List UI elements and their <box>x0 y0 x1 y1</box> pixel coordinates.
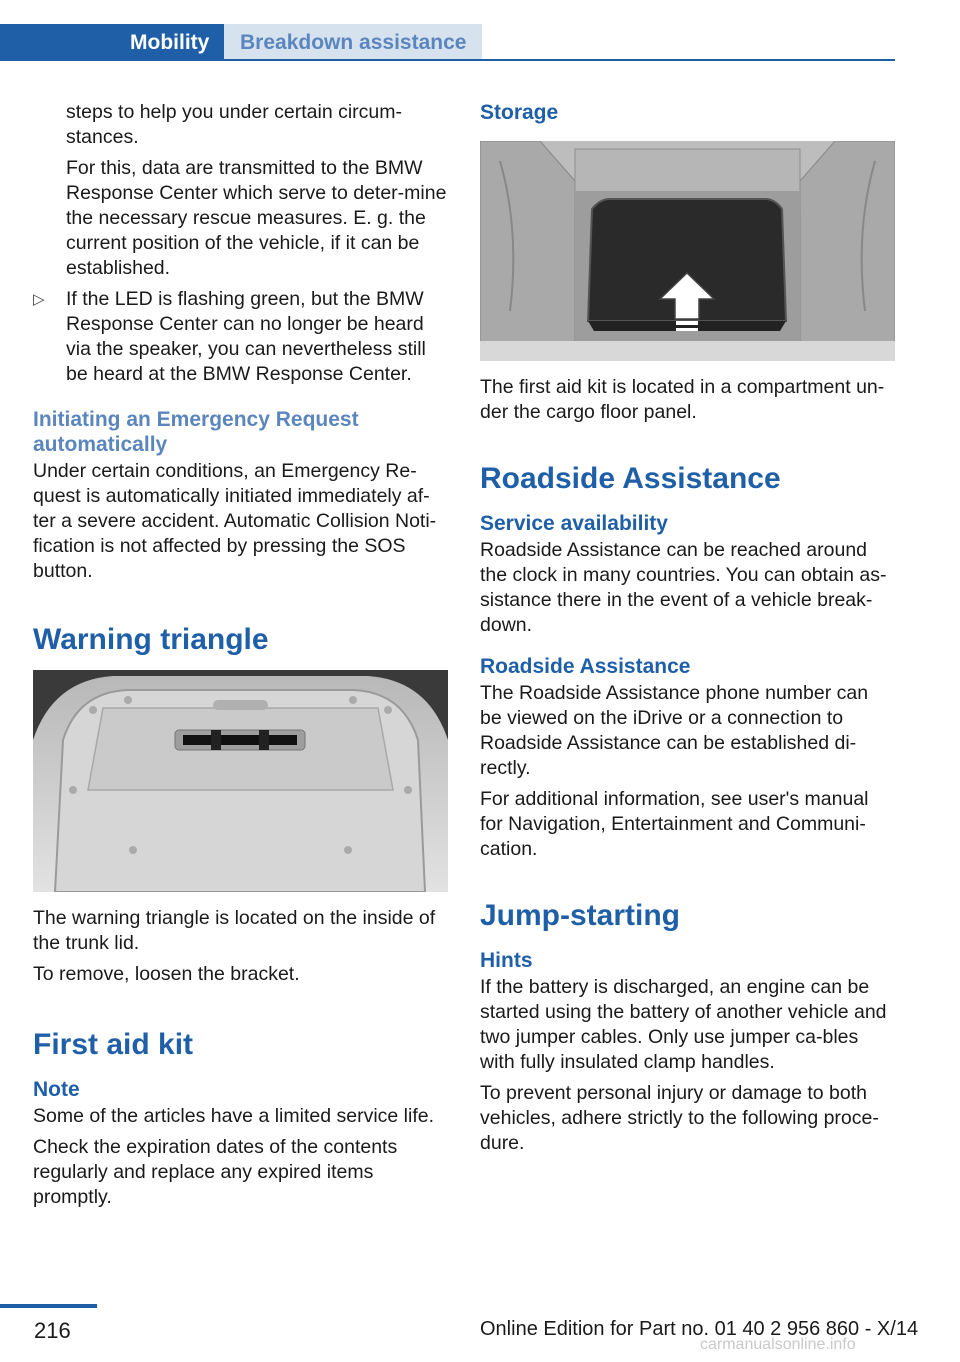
first-aid-heading: First aid kit <box>33 1028 194 1061</box>
note-text-1: Some of the articles have a limited service life. <box>33 1105 435 1127</box>
roadside-assistance-heading: Roadside Assistance <box>480 462 781 495</box>
hints-text-1: If the battery is discharged, an engine can be started using the battery of another vehicle and two jumper cables. Only use jumper ca-bles with fully insulated clamp handles. <box>480 976 887 1073</box>
left-column <box>33 100 448 1216</box>
list-item <box>33 287 448 387</box>
warning-triangle-heading: Warning triangle <box>33 623 269 656</box>
roadside-subheading: Roadside Assistance <box>480 655 691 678</box>
service-availability-heading: Service availability <box>480 512 668 535</box>
continued-paragraph-2: For this, data are transmitted to the BMW Response Center which serve to deter-mine the necessary rescue measures. E. g. the current position of the vehicle, if it can be established. <box>66 157 447 279</box>
page-number-bar <box>0 1304 97 1308</box>
online-edition-text: Online Edition for Part no. 01 40 2 956 860 - X/14 <box>480 1318 919 1340</box>
roadside-text-2: For additional information, see user's manual for Navigation, Entertainment and Communi-cation. <box>480 788 869 860</box>
auto-emergency-text: Under certain conditions, an Emergency Re-quest is automatically initiated immediately af-ter a severe accident. Automatic Collision Noti-fication is not affected by pressing the SOS button. <box>33 460 437 582</box>
continued-paragraph-1: steps to help you under certain circum- stances. <box>66 101 402 148</box>
subsection-tab: Breakdown assistance <box>224 24 482 59</box>
warning-triangle-remove: To remove, loosen the bracket. <box>33 963 300 985</box>
note-text-2: Check the expiration dates of the contents regularly and replace any expired items promptly. <box>33 1136 398 1208</box>
cargo-floor-image <box>480 141 895 361</box>
roadside-text-1: The Roadside Assistance phone number can be viewed on the iDrive or a connection to Roadside Assistance can be established di-rectly. <box>480 682 869 779</box>
page-number: 216 <box>34 1318 71 1343</box>
storage-heading: Storage <box>480 101 559 124</box>
page-header <box>0 24 895 61</box>
watermark: carmanualsonline.info <box>700 1336 856 1353</box>
hints-heading: Hints <box>480 949 533 972</box>
hints-text-2: To prevent personal injury or damage to both vehicles, adhere strictly to the following proce-dure. <box>480 1082 879 1154</box>
storage-text: The first aid kit is located in a compartment un-der the cargo floor panel. <box>480 376 885 423</box>
auto-emergency-heading: Initiating an Emergency Request automatically <box>33 408 359 456</box>
service-availability-text: Roadside Assistance can be reached around the clock in many countries. You can obtain as-sistance there in the event of a vehicle break-down. <box>480 539 887 636</box>
bullet-triangle-icon: ▷ <box>33 291 45 308</box>
list-item-text: If the LED is flashing green, but the BMW Response Center can no longer be heard via the speaker, you can nevertheless still be heard at the BMW Response Center. <box>66 288 426 385</box>
note-heading: Note <box>33 1078 80 1101</box>
trunk-lid-image <box>33 670 448 892</box>
right-column <box>480 100 895 1162</box>
jump-starting-heading: Jump-starting <box>480 899 681 932</box>
section-tab: Mobility <box>0 24 224 61</box>
warning-triangle-location: The warning triangle is located on the inside of the trunk lid. <box>33 907 436 954</box>
